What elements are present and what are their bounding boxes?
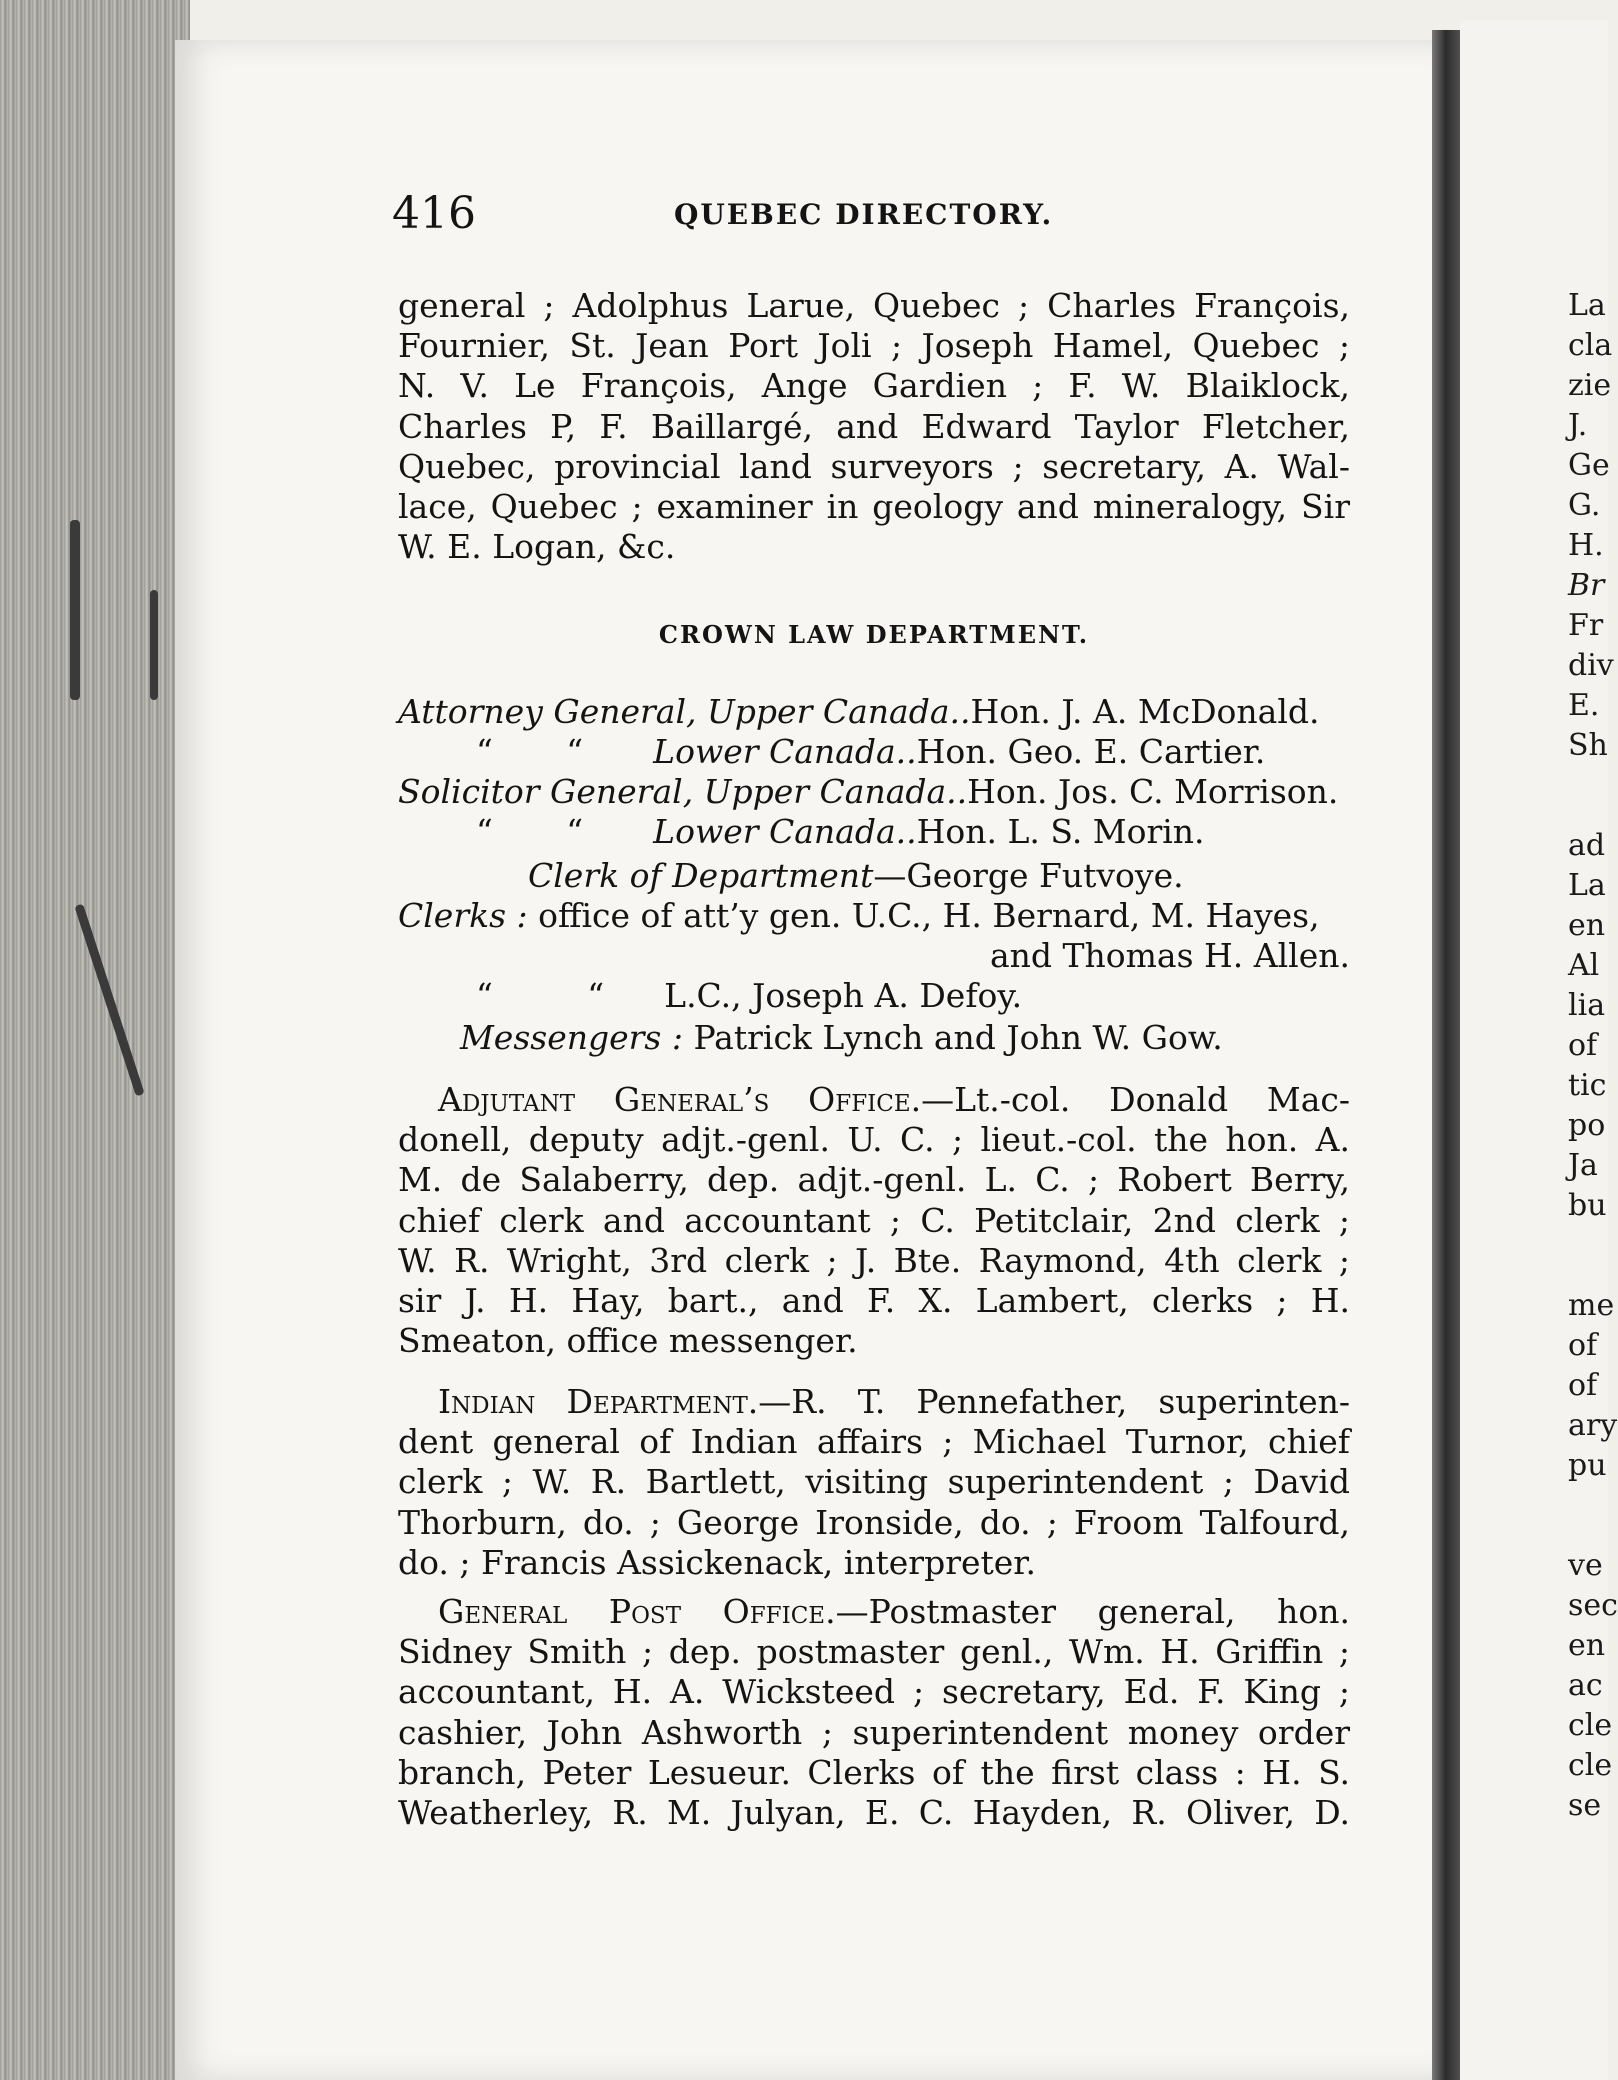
ink-mark	[70, 520, 80, 700]
facing-page-fragment: pu	[1568, 1448, 1607, 1483]
facing-page-fragment: cle	[1568, 1708, 1613, 1743]
section-heading: General Post Office.	[438, 1592, 836, 1631]
facing-page-fragment: ve	[1568, 1548, 1603, 1583]
text-line: chief clerk and accountant ; C. Petitclair, 2nd clerk ;	[398, 1200, 1350, 1240]
text-line: Quebec, provincial land surveyors ; secretary, A. Wal-	[398, 446, 1350, 486]
facing-page-fragment: bu	[1568, 1188, 1607, 1223]
text-line: cashier, John Ashworth ; superintendent money order	[398, 1712, 1350, 1752]
facing-page-fragment: ac	[1568, 1668, 1603, 1703]
section-heading: Adjutant General’s Office.	[438, 1080, 922, 1119]
facing-page-fragment: zie	[1568, 368, 1612, 403]
text-line	[398, 1382, 1350, 1422]
text-line: W. E. Logan, &c.	[398, 527, 676, 567]
facing-page-fragment: of	[1568, 1368, 1598, 1403]
text-segment: —Lt.-col. Donald Mac-	[921, 1080, 1350, 1119]
text-line: do. ; Francis Assickenack, interpreter.	[398, 1542, 1036, 1582]
text-line: Weatherley, R. M. Julyan, E. C. Hayden, R. Oliver, D.	[398, 1793, 1350, 1833]
facing-page-fragment: E.	[1568, 688, 1600, 723]
indian-paragraph	[398, 1382, 1350, 1583]
ditto-marks: “ “	[476, 976, 605, 1015]
gutter	[1432, 30, 1462, 2080]
crown-label: Lower Canada..	[653, 812, 917, 851]
facing-page-fragment: ad	[1568, 828, 1606, 863]
facing-page-fragment: en	[1568, 908, 1606, 943]
facing-page-fragment: Al	[1568, 948, 1600, 983]
crown-value: Hon. Geo. E. Cartier.	[916, 732, 1266, 771]
text-line: Thorburn, do. ; George Ironside, do. ; Froom Talfourd,	[398, 1502, 1350, 1542]
facing-page-fragment: of	[1568, 1028, 1598, 1063]
facing-page-fragment: cle	[1568, 1748, 1613, 1783]
ink-mark	[150, 590, 158, 700]
facing-page-fragment: lia	[1568, 988, 1606, 1023]
crown-label: Lower Canada..	[653, 732, 917, 771]
running-head-title: QUEBEC DIRECTORY.	[674, 198, 1054, 231]
facing-page-fragment: Br	[1568, 568, 1605, 603]
messengers-value: Patrick Lynch and John W. Gow.	[693, 1018, 1223, 1057]
text-line: N. V. Le François, Ange Gardien ; F. W. Blaiklock,	[398, 366, 1350, 406]
text-segment: —Postmaster general, hon.	[835, 1592, 1351, 1631]
facing-page-fragment: en	[1568, 1628, 1606, 1663]
crown-label: Solicitor General, Upper Canada..	[398, 772, 968, 811]
text-line: sir J. H. Hay, bart., and F. X. Lambert, clerks ; H.	[398, 1281, 1350, 1321]
crown-row	[398, 692, 1320, 732]
crown-label: Attorney General, Upper Canada..	[398, 692, 971, 731]
text-line: M. de Salaberry, dep. adjt.-genl. L. C. ; Robert Berry,	[398, 1160, 1350, 1200]
clerks-value: L.C., Joseph A. Defoy.	[664, 976, 1023, 1015]
clerk-label: Clerk of Department	[528, 856, 874, 895]
adjutant-paragraph	[398, 1080, 1350, 1361]
text-line: lace, Quebec ; examiner in geology and mineralogy, Sir	[398, 487, 1350, 527]
facing-page-fragment: se	[1568, 1788, 1602, 1823]
clerks-line	[476, 976, 1022, 1016]
clerks-line	[990, 936, 1350, 976]
text-line: general ; Adolphus Larue, Quebec ; Charles François,	[398, 286, 1350, 325]
clerk-of-department	[528, 856, 1184, 896]
facing-page-fragment: Ja	[1568, 1148, 1598, 1183]
text-line: Fournier, St. Jean Port Joli ; Joseph Hamel, Quebec ;	[398, 326, 1350, 366]
facing-page-fragment: G.	[1568, 488, 1601, 523]
text-line: branch, Peter Lesueur. Clerks of the first class : H. S.	[398, 1752, 1350, 1792]
crown-row	[476, 812, 1205, 852]
facing-page-fragment: ary	[1568, 1408, 1618, 1443]
crown-row	[476, 732, 1265, 772]
clerks-line	[398, 896, 1350, 936]
text-line: Charles P, F. Baillargé, and Edward Taylor Fletcher,	[398, 406, 1350, 446]
facing-page-fragment: me	[1568, 1288, 1615, 1323]
facing-page-fragment: J.	[1568, 408, 1588, 443]
clerk-value: —George Futvoye.	[873, 856, 1184, 895]
text-line	[398, 1080, 1350, 1120]
ditto-marks: “ “	[476, 812, 584, 851]
crown-row	[398, 772, 1338, 812]
text-segment: —R. T. Pennefather, superinten-	[758, 1382, 1350, 1421]
ink-mark	[74, 904, 144, 1097]
text-line: dent general of Indian affairs ; Michael Turnor, chief	[398, 1422, 1350, 1462]
facing-page-fragment: div	[1568, 648, 1614, 683]
post-office-paragraph	[398, 1592, 1350, 1833]
text-line: donell, deputy adjt.-genl. U. C. ; lieut.-col. the hon. A.	[398, 1120, 1350, 1160]
facing-page-fragment: tic	[1568, 1068, 1607, 1103]
intro-paragraph	[398, 286, 1350, 567]
section-title: CROWN LAW DEPARTMENT.	[658, 620, 1090, 649]
section-heading: Indian Department.	[438, 1382, 759, 1421]
crown-value: Hon. Jos. C. Morrison.	[967, 772, 1339, 811]
clerks-value: and Thomas H. Allen.	[989, 936, 1350, 975]
facing-page-fragment: La	[1568, 288, 1606, 323]
page-number: 416	[392, 188, 476, 239]
text-line: clerk ; W. R. Bartlett, visiting superintendent ; David	[398, 1462, 1350, 1502]
running-head	[392, 188, 1352, 238]
text-line: Smeaton, office messenger.	[398, 1321, 858, 1361]
ditto-marks: “ “	[476, 732, 584, 771]
facing-page-fragment: Ge	[1568, 448, 1610, 483]
facing-page-fragment: po	[1568, 1108, 1606, 1143]
book-edge	[0, 0, 190, 2080]
facing-page-fragment: of	[1568, 1328, 1598, 1363]
text-line: Sidney Smith ; dep. postmaster genl., Wm. H. Griffin ;	[398, 1632, 1350, 1672]
messengers-label: Messengers :	[460, 1018, 683, 1057]
clerks-value: office of att’y gen. U.C., H. Bernard, M. Hayes,	[538, 896, 1320, 935]
facing-page-fragment: sec	[1568, 1588, 1618, 1623]
text-line: accountant, H. A. Wicksteed ; secretary, Ed. F. King ;	[398, 1672, 1350, 1712]
crown-value: Hon. J. A. McDonald.	[970, 692, 1320, 731]
facing-page-fragment: La	[1568, 868, 1606, 903]
facing-page-fragment: cla	[1568, 328, 1613, 363]
crown-value: Hon. L. S. Morin.	[916, 812, 1205, 851]
text-line	[398, 1592, 1350, 1632]
facing-page-fragment: Sh	[1568, 728, 1608, 763]
clerks-label: Clerks :	[398, 896, 528, 935]
messengers-line	[460, 1018, 1223, 1058]
text-line: W. R. Wright, 3rd clerk ; J. Bte. Raymond, 4th clerk ;	[398, 1240, 1350, 1280]
facing-page-fragment: Fr	[1568, 608, 1604, 643]
facing-page-fragment: H.	[1568, 528, 1604, 563]
facing-page	[1460, 20, 1618, 2080]
